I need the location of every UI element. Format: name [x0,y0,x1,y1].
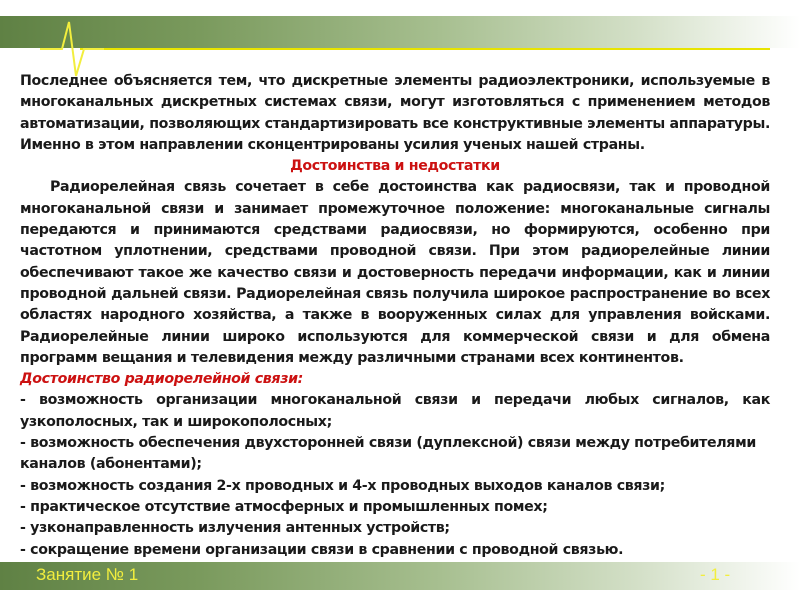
lesson-label: Занятие № 1 [36,565,139,584]
advantage-item: - узконаправленность излучения антенных устройств; [20,520,450,537]
advantage-item: - сокращение времени организации связи в сравнении с проводной связью. [20,541,624,558]
advantage-item: - возможность обеспечения двухсторонней связи (дуплексной) связи между потребителями каналов (абонентами); [20,435,756,473]
advantages-heading: Достоинство радиорелейной связи: [20,371,303,388]
body-paragraph: Радиорелейная связь сочетает в себе достоинства как радиосвязи, так и проводной многоканальной связи и занимает промежуточное положение: многоканальные сигналы передаются и принимаются средствами радиосвязи, но формируются, особенно при частотном уплотнении, средствами проводной связи. При этом радиорелейные линии обеспечивают такое же качество связи и достоверность передачи информации, как и линии проводной дальней связи. Радиорелейная связь получила широкое распространение во всех областях народного хозяйства, а также в вооруженных силах для управления войсками. Радиорелейные линии широко используются для коммерческой связи и для обмена программ вещания и телевидения между различными странами всех континентов. [20,179,770,366]
advantage-item: - возможность создания 2-х проводных и 4-х проводных выходов каналов связи; [20,477,665,494]
slide-content [20,71,770,561]
intro-paragraph: Последнее объясняется тем, что дискретные элементы радиоэлектроники, используемые в многоканальных дискретных системах связи, могут изготовляться с применением методов автоматизации, позволяющих стандартизировать все конструктивные элементы аппаратуры. Именно в этом направлении сконцентрированы усилия ученых нашей страны. [20,73,770,153]
advantage-item: - практическое отсутствие атмосферных и промышленных помех; [20,498,548,515]
page-number: - 1 - [700,565,731,584]
section-title: Достоинства и недостатки [290,158,500,175]
advantage-item: - возможность организации многоканальной связи и передачи любых сигналов, как узкополосных, так и широкополосных; [20,392,770,430]
header-rule [80,48,770,50]
